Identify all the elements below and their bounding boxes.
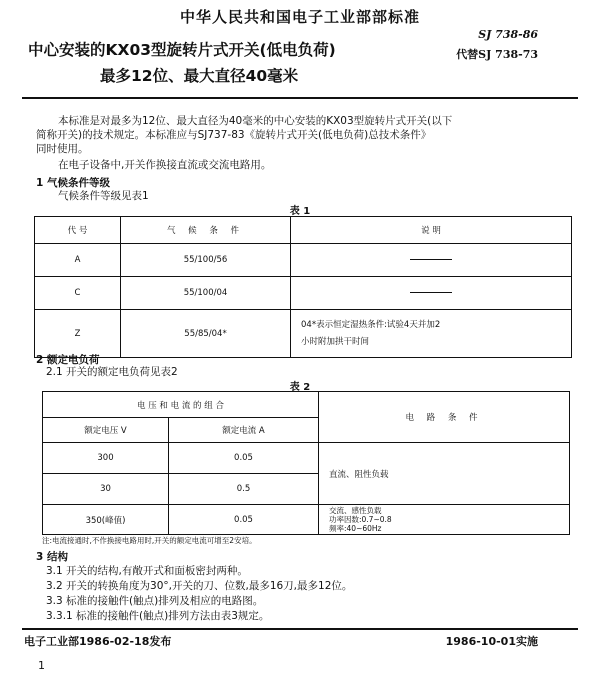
table1-description (291, 310, 572, 358)
intro-line2: 简称开关)的技术规定。本标准应与SJ737-83《旋转片式开关(低电负荷)总技术条件》 (36, 129, 432, 141)
table2-condition-ac-line3: 频率:40~60Hz (329, 524, 382, 533)
table1-description-line1: 04*表示恒定湿热条件:试验4天并加2 (301, 319, 441, 330)
section2-text: 2.1 开关的额定电负荷见表2 (46, 366, 178, 378)
table1-condition: 55/85/04* (121, 310, 291, 358)
table2-rated-load (42, 391, 570, 535)
issuing-body-heading: 中华人民共和国电子工业部部标准 (179, 8, 420, 26)
table2-voltage-header: 额定电压 V (43, 418, 169, 443)
table2-condition-ac-line2: 功率因数:0.7~0.8 (329, 515, 392, 524)
section3-heading: 3 结构 (36, 551, 68, 563)
table2-current-header: 额定电流 A (169, 418, 319, 443)
table-row (35, 277, 572, 310)
table1-description-line2: 小时附加拱干时间 (301, 336, 370, 347)
table1-climate-classes (34, 216, 572, 358)
section3-item: 3.3.1 标准的接触件(触点)排列方法由表3规定。 (46, 610, 270, 622)
page-number: 1 (38, 659, 45, 672)
section3-item: 3.2 开关的转换角度为30°,开关的刀、位数,最多16刀,最多12位。 (46, 580, 353, 592)
table-row (35, 310, 572, 358)
section3-item: 3.1 开关的结构,有敞开式和面板密封两种。 (46, 565, 248, 577)
table2-header-row (43, 392, 570, 418)
table2-condition-ac-line1: 交流、感性负载 (329, 506, 382, 515)
issue-date: 电子工业部1986-02-18发布 (24, 635, 172, 648)
section1-text: 气候条件等级见表1 (58, 190, 149, 202)
table2-current: 0.05 (169, 443, 319, 474)
document-title-line2: 最多12位、最大直径40毫米 (100, 67, 299, 85)
table1-header-row (35, 217, 572, 244)
intro-line4: 在电子设备中,开关作换接直流或交流电路用。 (58, 159, 272, 171)
table2-caption: 表 2 (289, 382, 311, 393)
table-row (43, 505, 570, 535)
document-title-line1: 中心安装的KX03型旋转片式开关(低电负荷) (28, 41, 336, 59)
standard-number: SJ 738-86 (478, 28, 538, 41)
replaces-standard: 代替SJ 738-73 (456, 48, 538, 61)
table2-condition-dc: 直流、阻性负载 (319, 443, 570, 505)
table1-caption: 表 1 (289, 206, 311, 217)
table1-description (291, 277, 572, 310)
table2-current: 0.5 (169, 474, 319, 505)
table1-code: Z (35, 310, 121, 358)
section2-heading: 2 额定电负荷 (36, 354, 100, 366)
table2-voltage: 350(峰值) (43, 505, 169, 535)
table2-condition-ac (319, 505, 570, 535)
table2-voltage: 300 (43, 443, 169, 474)
section3-item: 3.3 标准的接触件(触点)排列及相应的电路图。 (46, 595, 264, 607)
table2-footnote: 注:电流接通时,不作换接电路用时,开关的额定电流可增至2安培。 (42, 536, 257, 545)
table-row (35, 244, 572, 277)
table1-code: A (35, 244, 121, 277)
table1-condition: 55/100/04 (121, 277, 291, 310)
table1-header-description: 说 明 (291, 217, 572, 244)
effective-date: 1986-10-01实施 (445, 635, 538, 648)
table1-condition: 55/100/56 (121, 244, 291, 277)
table1-header-condition: 气 候 条 件 (121, 217, 291, 244)
table2-current: 0.05 (169, 505, 319, 535)
table1-header-code: 代 号 (35, 217, 121, 244)
empty-dash (410, 292, 452, 293)
table1-description (291, 244, 572, 277)
table2-voltage: 30 (43, 474, 169, 505)
section1-heading: 1 气候条件等级 (36, 177, 110, 189)
intro-line1: 本标准是对最多为12位、最大直径为40毫米的中心安装的KX03型旋转片式开关(以下 (58, 115, 453, 127)
empty-dash (410, 259, 452, 260)
intro-line3: 同时使用。 (36, 143, 89, 155)
table2-group-header: 电 压 和 电 流 的 组 合 (43, 392, 319, 418)
table2-circuit-header: 电 路 条 件 (319, 392, 570, 443)
header-rule (22, 97, 578, 99)
table1-code: C (35, 277, 121, 310)
table-row (43, 443, 570, 474)
footer-rule (22, 628, 578, 630)
